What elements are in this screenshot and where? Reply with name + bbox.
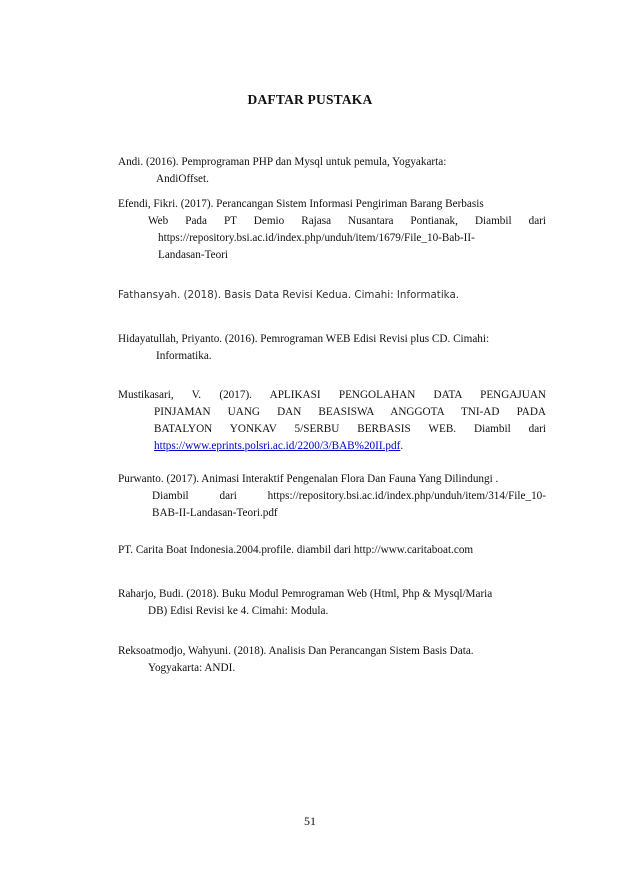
reference-reksoatmodjo: [118, 643, 546, 677]
reference-line: Yogyakarta: ANDI.: [148, 662, 236, 674]
reference-carita: [118, 542, 546, 559]
reference-line: Fathansyah. (2018). Basis Data Revisi Kedua. Cimahi: Informatika.: [118, 289, 460, 301]
reference-purwanto: [118, 471, 546, 522]
reference-line: BATALYON YONKAV 5/SERBU BERBASIS WEB. Diambil dari: [154, 423, 546, 435]
reference-line: PINJAMAN UANG DAN BEASISWA ANGGOTA TNI-AD PADA: [154, 406, 546, 418]
reference-suffix: .: [400, 440, 404, 452]
reference-mustikasari: [118, 387, 546, 455]
reference-line: Purwanto. (2017). Animasi Interaktif Pengenalan Flora Dan Fauna Yang Dilindungi .: [118, 473, 499, 485]
reference-raharjo: [118, 586, 546, 620]
reference-line: AndiOffset.: [156, 173, 209, 185]
reference-line: Reksoatmodjo, Wahyuni. (2018). Analisis Dan Perancangan Sistem Basis Data.: [118, 645, 474, 657]
reference-line: Mustikasari, V. (2017). APLIKASI PENGOLAHAN DATA PENGAJUAN: [118, 389, 546, 401]
reference-line: Landasan-Teori: [158, 249, 229, 261]
reference-line: [118, 438, 546, 455]
reference-line: Web Pada PT Demio Rajasa Nusantara Pontianak, Diambil dari: [148, 215, 546, 227]
reference-line: BAB-II-Landasan-Teori.pdf: [152, 507, 278, 519]
reference-andi: [118, 154, 546, 188]
reference-line: Hidayatullah, Priyanto. (2016). Pemrograman WEB Edisi Revisi plus CD. Cimahi:: [118, 333, 490, 345]
page-title: DAFTAR PUSTAKA: [247, 92, 373, 107]
reference-fathansyah: [118, 287, 546, 304]
page-number: 51: [304, 814, 316, 828]
reference-line: Andi. (2016). Pemprograman PHP dan Mysql untuk pemula, Yogyakarta:: [118, 156, 447, 168]
reference-efendi: [118, 196, 546, 264]
reference-line: Raharjo, Budi. (2018). Buku Modul Pemrograman Web (Html, Php & Mysql/Maria: [118, 588, 493, 600]
reference-line: DB) Edisi Revisi ke 4. Cimahi: Modula.: [148, 605, 329, 617]
reference-line: PT. Carita Boat Indonesia.2004.profile. diambil dari http://www.caritaboat.com: [118, 544, 474, 556]
reference-line: Diambil dari https://repository.bsi.ac.id/index.php/unduh/item/314/File_10-: [152, 490, 546, 502]
reference-line: https://repository.bsi.ac.id/index.php/unduh/item/1679/File_10-Bab-II-: [158, 232, 475, 244]
reference-line: Informatika.: [156, 350, 212, 362]
reference-hidayatullah: [118, 331, 546, 365]
reference-line: Efendi, Fikri. (2017). Perancangan Sistem Informasi Pengiriman Barang Berbasis: [118, 198, 484, 210]
reference-link[interactable]: https://www.eprints.polsri.ac.id/2200/3/BAB%20II.pdf: [154, 440, 401, 452]
